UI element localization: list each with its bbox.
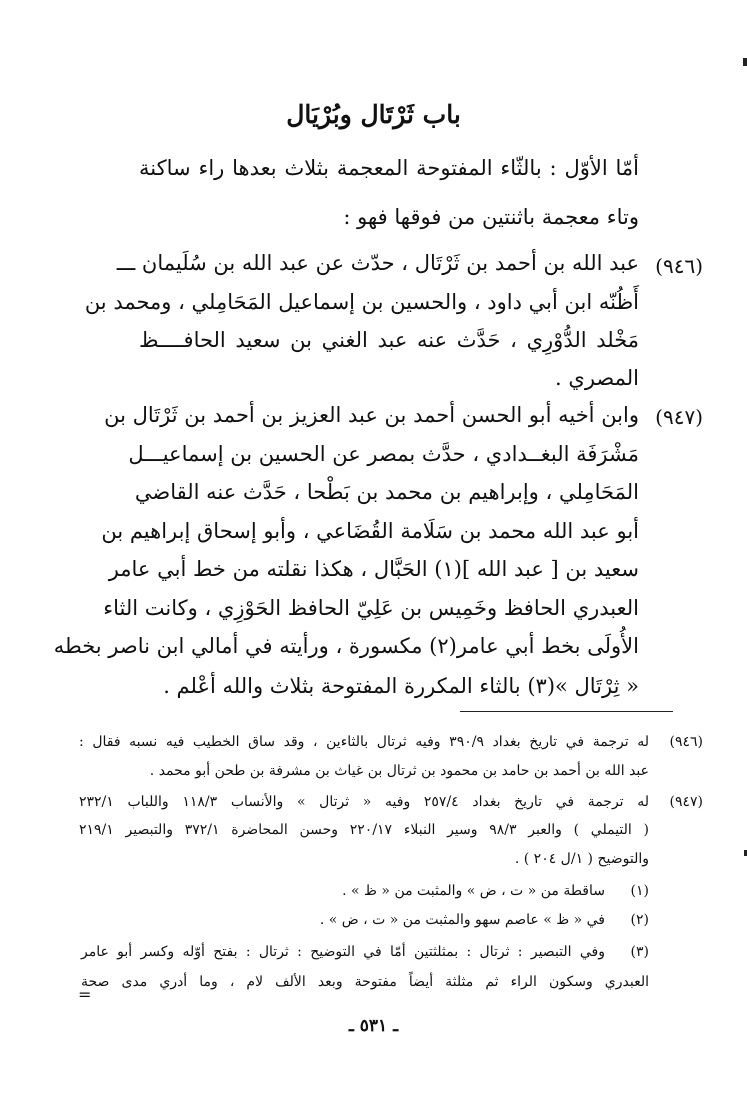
entry-number: (٩٤٧) — [655, 405, 703, 429]
footnote-line: ( التيملي ) والعبر ٩٨/٣ وسير النبلاء ٢٢٠/١٧ وحسن المحاضرة ٣٧٢/١ والتبصير ٢١٩/١ — [79, 822, 649, 838]
footnote-line: له ترجمة في تاريخ بغداد ٢٥٧/٤ وفيه « ثرتال » والأنساب ١١٨/٣ واللباب ٢٣٢/١ — [79, 794, 650, 810]
footnote-line: وفي التبصير : ثرتال : بمثلثتين أمّا في التوضيح : ثرتال : بفتح أوّله وكسر أبو عامر — [81, 944, 605, 960]
entry-line: مَشْرَفَة البغــدادي ، حدَّث بمصر عن الحسين بن إسماعيـــل — [128, 442, 639, 466]
entry-line: عبد الله بن أحمد بن ثَرْتَال ، حدّث عن عبد الله بن سُلَيمان ـــ — [116, 251, 639, 275]
page-edge-mark — [743, 58, 747, 66]
entry-line: سعيد بن [ عبد الله ](١) الحَبَّال ، هكذا نقلته من خط أبي عامر — [108, 557, 639, 581]
entry-line: العبدري الحافظ وخَمِيس بن عَلِيّ الحافظ الحَوْزِي ، وكانت الثاء — [103, 596, 639, 620]
entry-line: المَحَامِلي ، وإبراهيم بن محمد بن بَطْحا ، حَدَّث عنه القاضي — [134, 480, 639, 504]
footnote-number: (٣) — [630, 944, 649, 960]
footnote-line: له ترجمة في تاريخ بغداد ٣٩٠/٩ وفيه ثرتال بالثاءين ، وقد ساق الخطيب فيه نسبه فقال : — [79, 734, 649, 750]
entry-line: الأُولَى بخط أبي عامر(٢) مكسورة ، ورأيته في أمالي ابن ناصر بخطه — [53, 634, 639, 658]
entry-line: أَظُنّه ابن أبي داود ، والحسين بن إسماعيل المَحَامِلي ، ومحمد بن — [84, 290, 639, 314]
entry-line: المصري . — [555, 366, 639, 390]
chapter-title: باب ثَرْتَال وبُرْيَال — [286, 100, 461, 129]
footnote-line: في « ظ » عاصم سهو والمثبت من « ت ، ض » . — [319, 912, 605, 928]
footnote-number: (٢) — [630, 912, 649, 928]
footnote-line: ساقطة من « ت ، ض » والمثبت من « ظ » . — [342, 883, 605, 899]
footnote-number: (٩٤٧) — [669, 794, 703, 810]
footnote-number: (٩٤٦) — [669, 734, 703, 750]
entry-number: (٩٤٦) — [655, 254, 703, 278]
entry-line: وابن أخيه أبو الحسن أحمد بن عبد العزيز بن أحمد بن ثَرْتَال بن — [104, 403, 639, 427]
footnote-line: العبدري وسكون الراء ثم مثلثة أيضاً مفتوحة وبعد الألف لام ، وما أدري مدى صحة — [81, 974, 649, 990]
page-number: ـ ٥٣١ ـ — [348, 1016, 399, 1036]
footnote-separator — [460, 711, 673, 712]
footnote-line: والتوضيح ( ١/ل ٢٠٤ ) . — [514, 851, 649, 867]
entry-line: مَخْلد الدُّوْرِي ، حَدَّث عنه عبد الغني بن سعيد الحافــــظ — [139, 328, 639, 352]
footnote-number: (١) — [630, 883, 649, 899]
intro-line: أمّا الأوّل : بالثّاء المفتوحة المعجمة بثلاث بعدها راء ساكنة — [139, 156, 639, 180]
intro-line: وتاء معجمة باثنتين من فوقها فهو : — [343, 205, 639, 229]
footnote-line: عبد الله بن أحمد بن حامد بن محمود بن ثرتال بن غياث بن مشرفة بن طحن أبو محمد . — [149, 763, 649, 779]
continuation-mark: = — [78, 985, 92, 1004]
entry-line: « ثِرْتَال »(٣) بالثاء المكررة المفتوحة بثلاث والله أعْلم . — [163, 674, 639, 698]
entry-line: أبو عبد الله محمد بن سَلَامة القُضَاعي ، وأبو إسحاق إبراهيم بن — [101, 519, 639, 543]
